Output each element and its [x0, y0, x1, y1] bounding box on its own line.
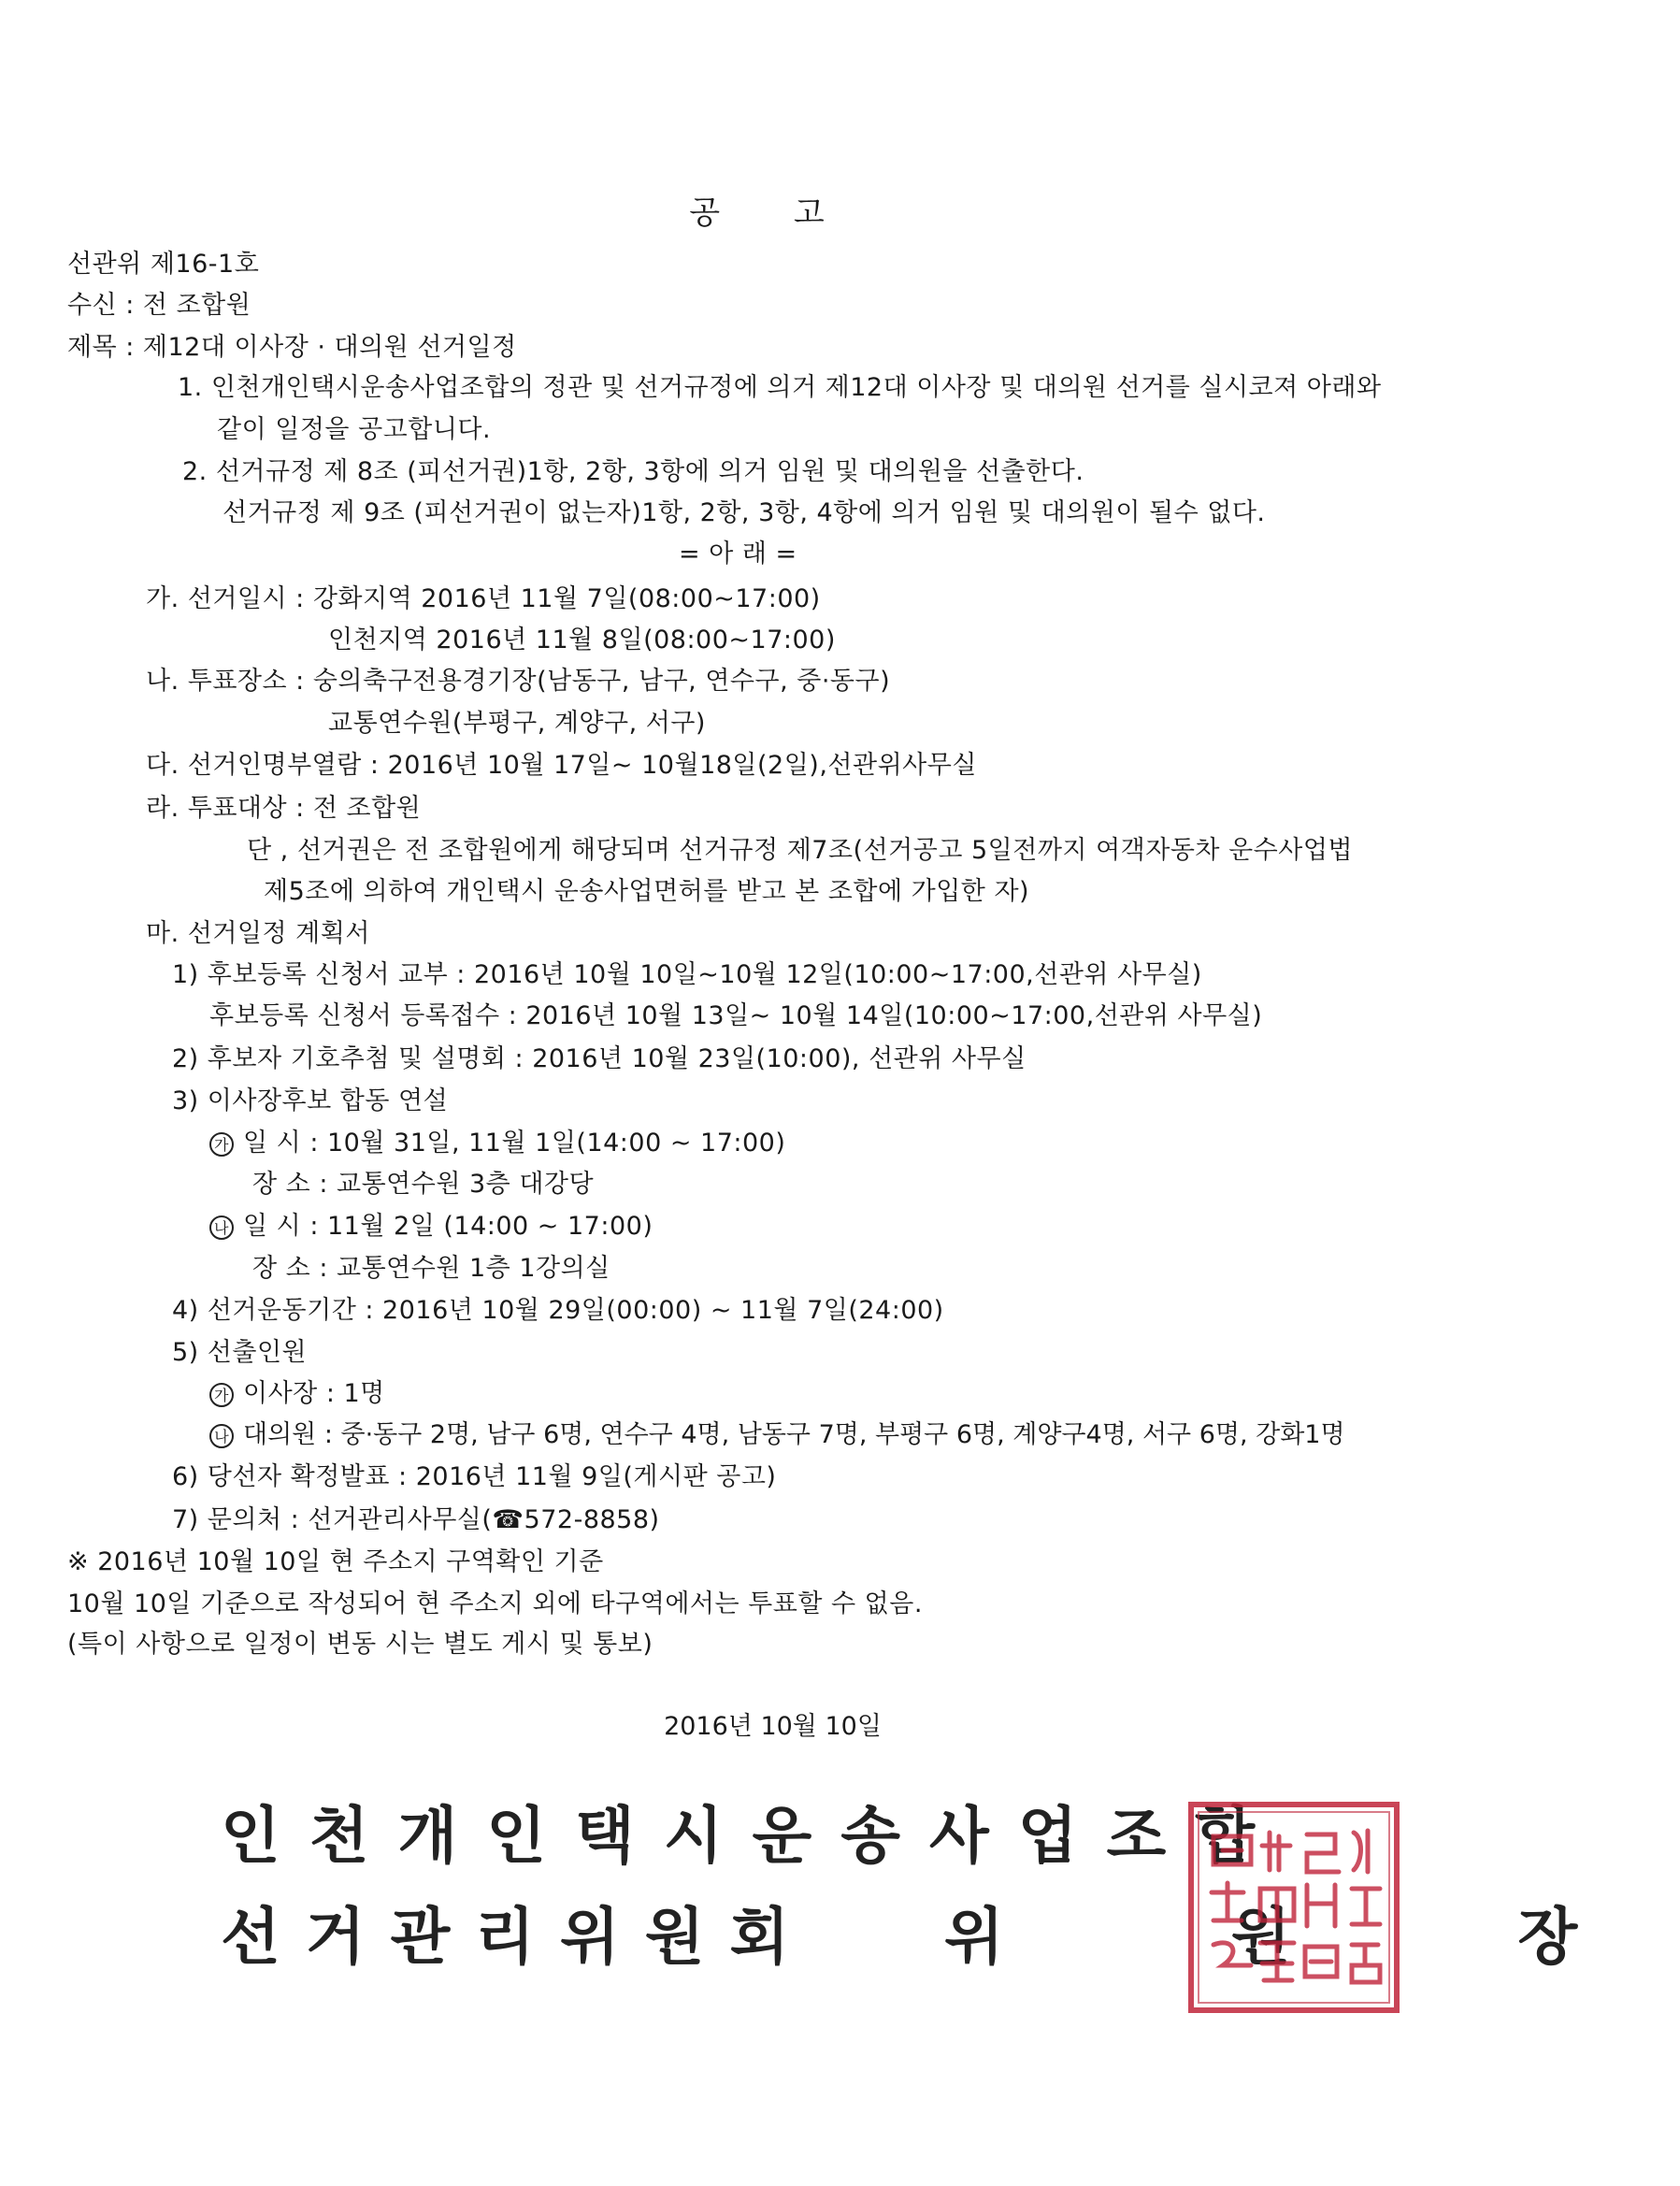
- ma-item1-line1: 1) 후보등록 신청서 교부 : 2016년 10월 10일~10월 12일(10:00~17:00,선관위 사무실): [172, 960, 1202, 989]
- ma-item7: 7) 문의처 : 선거관리사무실(☎572-8858): [172, 1505, 660, 1534]
- ma-item3: 3) 이사장후보 합동 연설: [172, 1086, 449, 1115]
- ma-item2: 2) 후보자 기호추첨 및 설명회 : 2016년 10월 23일(10:00), 선관위 사무실: [172, 1044, 1027, 1073]
- issuer-organization: 인천개인택시운송사업조합: [221, 1800, 1285, 1872]
- section-ra-line2: 단 , 선거권은 전 조합원에게 해당되며 선거규정 제7조(선거공고 5일전까지 여객자동차 운수사업법: [247, 836, 1353, 865]
- official-seal-stamp: [1185, 1799, 1402, 2016]
- intro-p1-line1: 1. 인천개인택시운송사업조합의 정관 및 선거규정에 의거 제12대 이사장 및 대의원 선거를 실시코져 아래와: [178, 373, 1382, 402]
- ma-item5-a: [209, 1378, 385, 1410]
- note-line3: (특이 사항으로 일정이 변동 시는 별도 게시 및 통보): [67, 1630, 653, 1659]
- circled-ga-marker: 가: [209, 1383, 234, 1407]
- section-na-line2: 교통연수원(부평구, 계양구, 서구): [328, 709, 706, 738]
- issuer-title: 위 원 장: [944, 1901, 1680, 1973]
- recipient: 수신 : 전 조합원: [67, 291, 251, 320]
- doc-number: 선관위 제16-1호: [67, 250, 260, 279]
- section-ra-line1: 라. 투표대상 : 전 조합원: [146, 794, 422, 823]
- circled-na-marker: 나: [209, 1215, 234, 1240]
- ma-item3-a-time-text: 일 시 : 10월 31일, 11월 1일(14:00 ~ 17:00): [243, 1129, 786, 1158]
- ma-item6: 6) 당선자 확정발표 : 2016년 11월 9일(게시판 공고): [172, 1462, 777, 1491]
- ma-item3-b-place: 장 소 : 교통연수원 1층 1강의실: [252, 1254, 610, 1283]
- ma-item4: 4) 선거운동기간 : 2016년 10월 29일(00:00) ~ 11월 7일(24:00): [172, 1296, 944, 1325]
- circled-na-marker: 나: [209, 1424, 234, 1448]
- section-ra-line3: 제5조에 의하여 개인택시 운송사업면허를 받고 본 조합에 가입한 자): [264, 877, 1030, 906]
- issuer-committee: 선거관리위원회: [221, 1901, 815, 1973]
- note-line1: ※ 2016년 10월 10일 현 주소지 구역확인 기준: [67, 1547, 604, 1576]
- notice-title: 공 고: [689, 194, 856, 232]
- intro-p2-line1: 2. 선거규정 제 8조 (피선거권)1항, 2항, 3항에 의거 임원 및 대의원을 선출한다.: [182, 457, 1084, 486]
- ma-item5-b: [209, 1419, 1345, 1451]
- section-ga-line1: 가. 선거일시 : 강화지역 2016년 11월 7일(08:00~17:00): [146, 584, 821, 613]
- section-ga-line2: 인천지역 2016년 11월 8일(08:00~17:00): [328, 626, 836, 654]
- ma-item3-a-place: 장 소 : 교통연수원 3층 대강당: [252, 1170, 595, 1199]
- ma-item5: 5) 선출인원: [172, 1338, 308, 1367]
- issue-date: 2016년 10월 10일: [664, 1712, 882, 1741]
- ma-item5-b-text: 대의원 : 중·동구 2명, 남구 6명, 연수구 4명, 남동구 7명, 부평구 6명, 계양구4명, 서구 6명, 강화1명: [243, 1420, 1345, 1449]
- intro-p2-line2: 선거규정 제 9조 (피선거권이 없는자)1항, 2항, 3항, 4항에 의거 임원 및 대의원이 될수 없다.: [223, 498, 1266, 527]
- section-ma-heading: 마. 선거일정 계획서: [146, 919, 370, 948]
- intro-p1-line2: 같이 일정을 공고합니다.: [217, 415, 492, 444]
- ma-item1-line2: 후보등록 신청서 등록접수 : 2016년 10월 13일~ 10월 14일(10:00~17:00,선관위 사무실): [209, 1001, 1263, 1030]
- ma-item3-a-time: [209, 1128, 785, 1159]
- note-line2: 10월 10일 기준으로 작성되어 현 주소지 외에 타구역에서는 투표할 수 없음.: [67, 1589, 923, 1618]
- ma-item3-b-time: [209, 1211, 653, 1243]
- ma-item5-a-text: 이사장 : 1명: [243, 1379, 385, 1408]
- ma-item3-b-time-text: 일 시 : 11월 2일 (14:00 ~ 17:00): [243, 1212, 653, 1241]
- subject: 제목 : 제12대 이사장 · 대의원 선거일정: [67, 333, 517, 362]
- circled-ga-marker: 가: [209, 1132, 234, 1157]
- section-da: 다. 선거인명부열람 : 2016년 10월 17일~ 10월18일(2일),선관위사무실: [146, 751, 977, 780]
- section-na-line1: 나. 투표장소 : 숭의축구전용경기장(남동구, 남구, 연수구, 중·동구): [146, 667, 891, 696]
- below-marker: = 아 래 =: [679, 539, 797, 568]
